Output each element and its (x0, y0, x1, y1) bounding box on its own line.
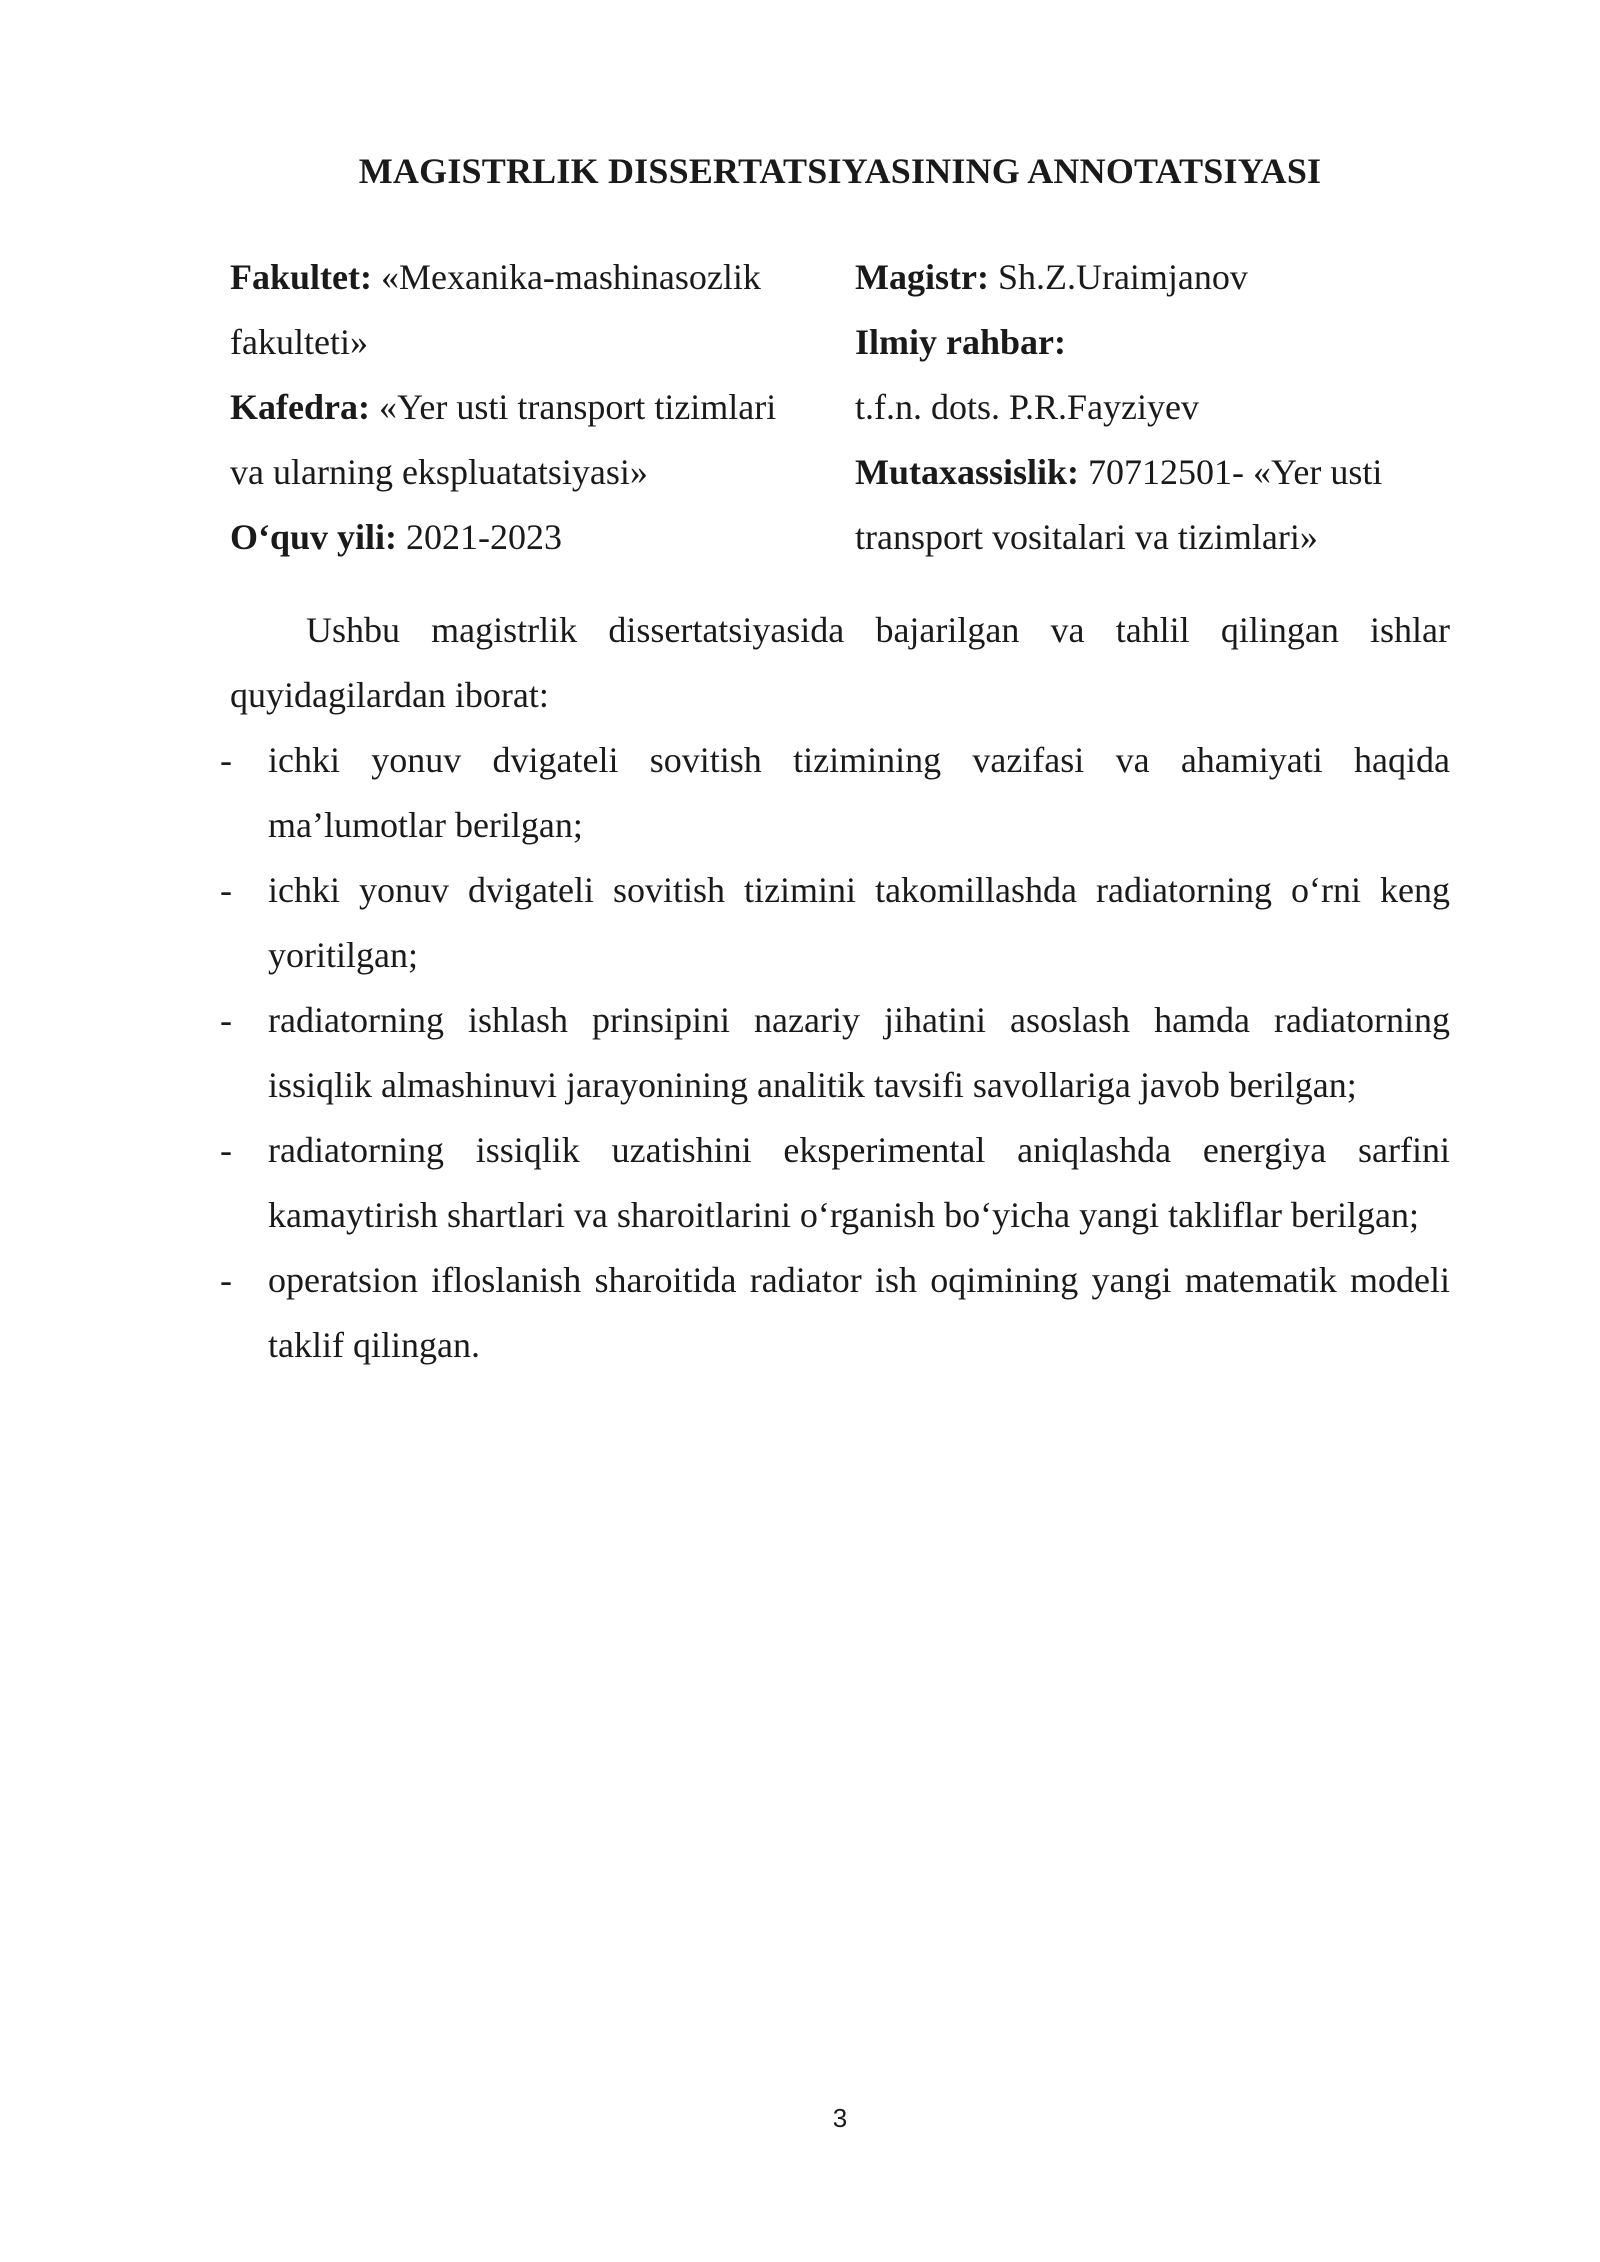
info-left-column (230, 245, 840, 570)
info-value: Sh.Z.Uraimjanov (988, 257, 1248, 297)
info-line-supervisor-name (855, 375, 1455, 440)
dash-marker: - (220, 870, 232, 910)
dash-marker: - (220, 1260, 232, 1300)
info-right-column (855, 245, 1455, 570)
dash-marker: - (220, 740, 232, 780)
info-label: Kafedra: (230, 387, 370, 427)
info-value: fakulteti» (230, 322, 368, 362)
page-title: MAGISTRLIK DISSERTATSIYASINING ANNOTATSIYASI (358, 151, 1322, 191)
info-label: Ilmiy rahbar: (855, 322, 1066, 362)
list-item-text: ichki yonuv dvigateli sovitish tizimini takomillashda radiatorning o‘rni keng yoritilgan; (268, 870, 1450, 975)
info-line-year (230, 505, 840, 570)
list-item (220, 1118, 1450, 1248)
page-number: 3 (832, 2103, 848, 2133)
info-line-department (230, 375, 840, 440)
list-item (220, 858, 1450, 988)
dash-marker: - (220, 1000, 232, 1040)
info-value: 70712501- «Yer usti (1079, 452, 1383, 492)
intro-paragraph: Ushbu magistrlik dissertatsiyasida bajarilgan va tahlil qilingan ishlar quyidagilardan iborat: (230, 610, 1450, 715)
info-label: Fakultet: (230, 257, 372, 297)
info-line-faculty-cont (230, 310, 840, 375)
list-item-text: radiatorning issiqlik uzatishini eksperimental aniqlashda energiya sarfini kamaytirish shartlari va sharoitlarini o‘rganish bo‘yicha yangi takliflar berilgan; (268, 1130, 1450, 1235)
info-value: transport vositalari va tizimlari» (855, 517, 1318, 557)
list-item (220, 988, 1450, 1118)
list-item-text: ichki yonuv dvigateli sovitish tizimining vazifasi va ahamiyati haqida ma’lumotlar berilgan; (268, 740, 1450, 845)
info-value: «Mexanika-mashinasozlik (371, 257, 761, 297)
info-value: va ularning ekspluatatsiyasi» (230, 452, 648, 492)
info-line-specialty-cont (855, 505, 1455, 570)
info-value: t.f.n. dots. P.R.Fayziyev (855, 387, 1200, 427)
info-value: «Yer usti transport tizimlari (369, 387, 777, 427)
info-line-department-cont (230, 440, 840, 505)
info-line-supervisor (855, 310, 1455, 375)
info-label: O‘quv yili: (230, 517, 398, 557)
info-line-master (855, 245, 1455, 310)
info-label: Mutaxassislik: (855, 452, 1080, 492)
results-list (220, 728, 1450, 1378)
list-item-text: radiatorning ishlash prinsipini nazariy jihatini asoslash hamda radiatorning issiqlik almashinuvi jarayonining analitik tavsifi savollariga javob berilgan; (268, 1000, 1450, 1105)
annotation-body (220, 598, 1450, 1378)
list-item-text: operatsion ifloslanish sharoitida radiator ish oqimining yangi matematik modeli taklif qilingan. (268, 1260, 1450, 1365)
list-item (220, 1248, 1450, 1378)
list-item (220, 728, 1450, 858)
dash-marker: - (220, 1130, 232, 1170)
info-line-specialty (855, 440, 1455, 505)
info-value: 2021-2023 (397, 517, 563, 557)
info-label: Magistr: (855, 257, 989, 297)
info-line-faculty (230, 245, 840, 310)
